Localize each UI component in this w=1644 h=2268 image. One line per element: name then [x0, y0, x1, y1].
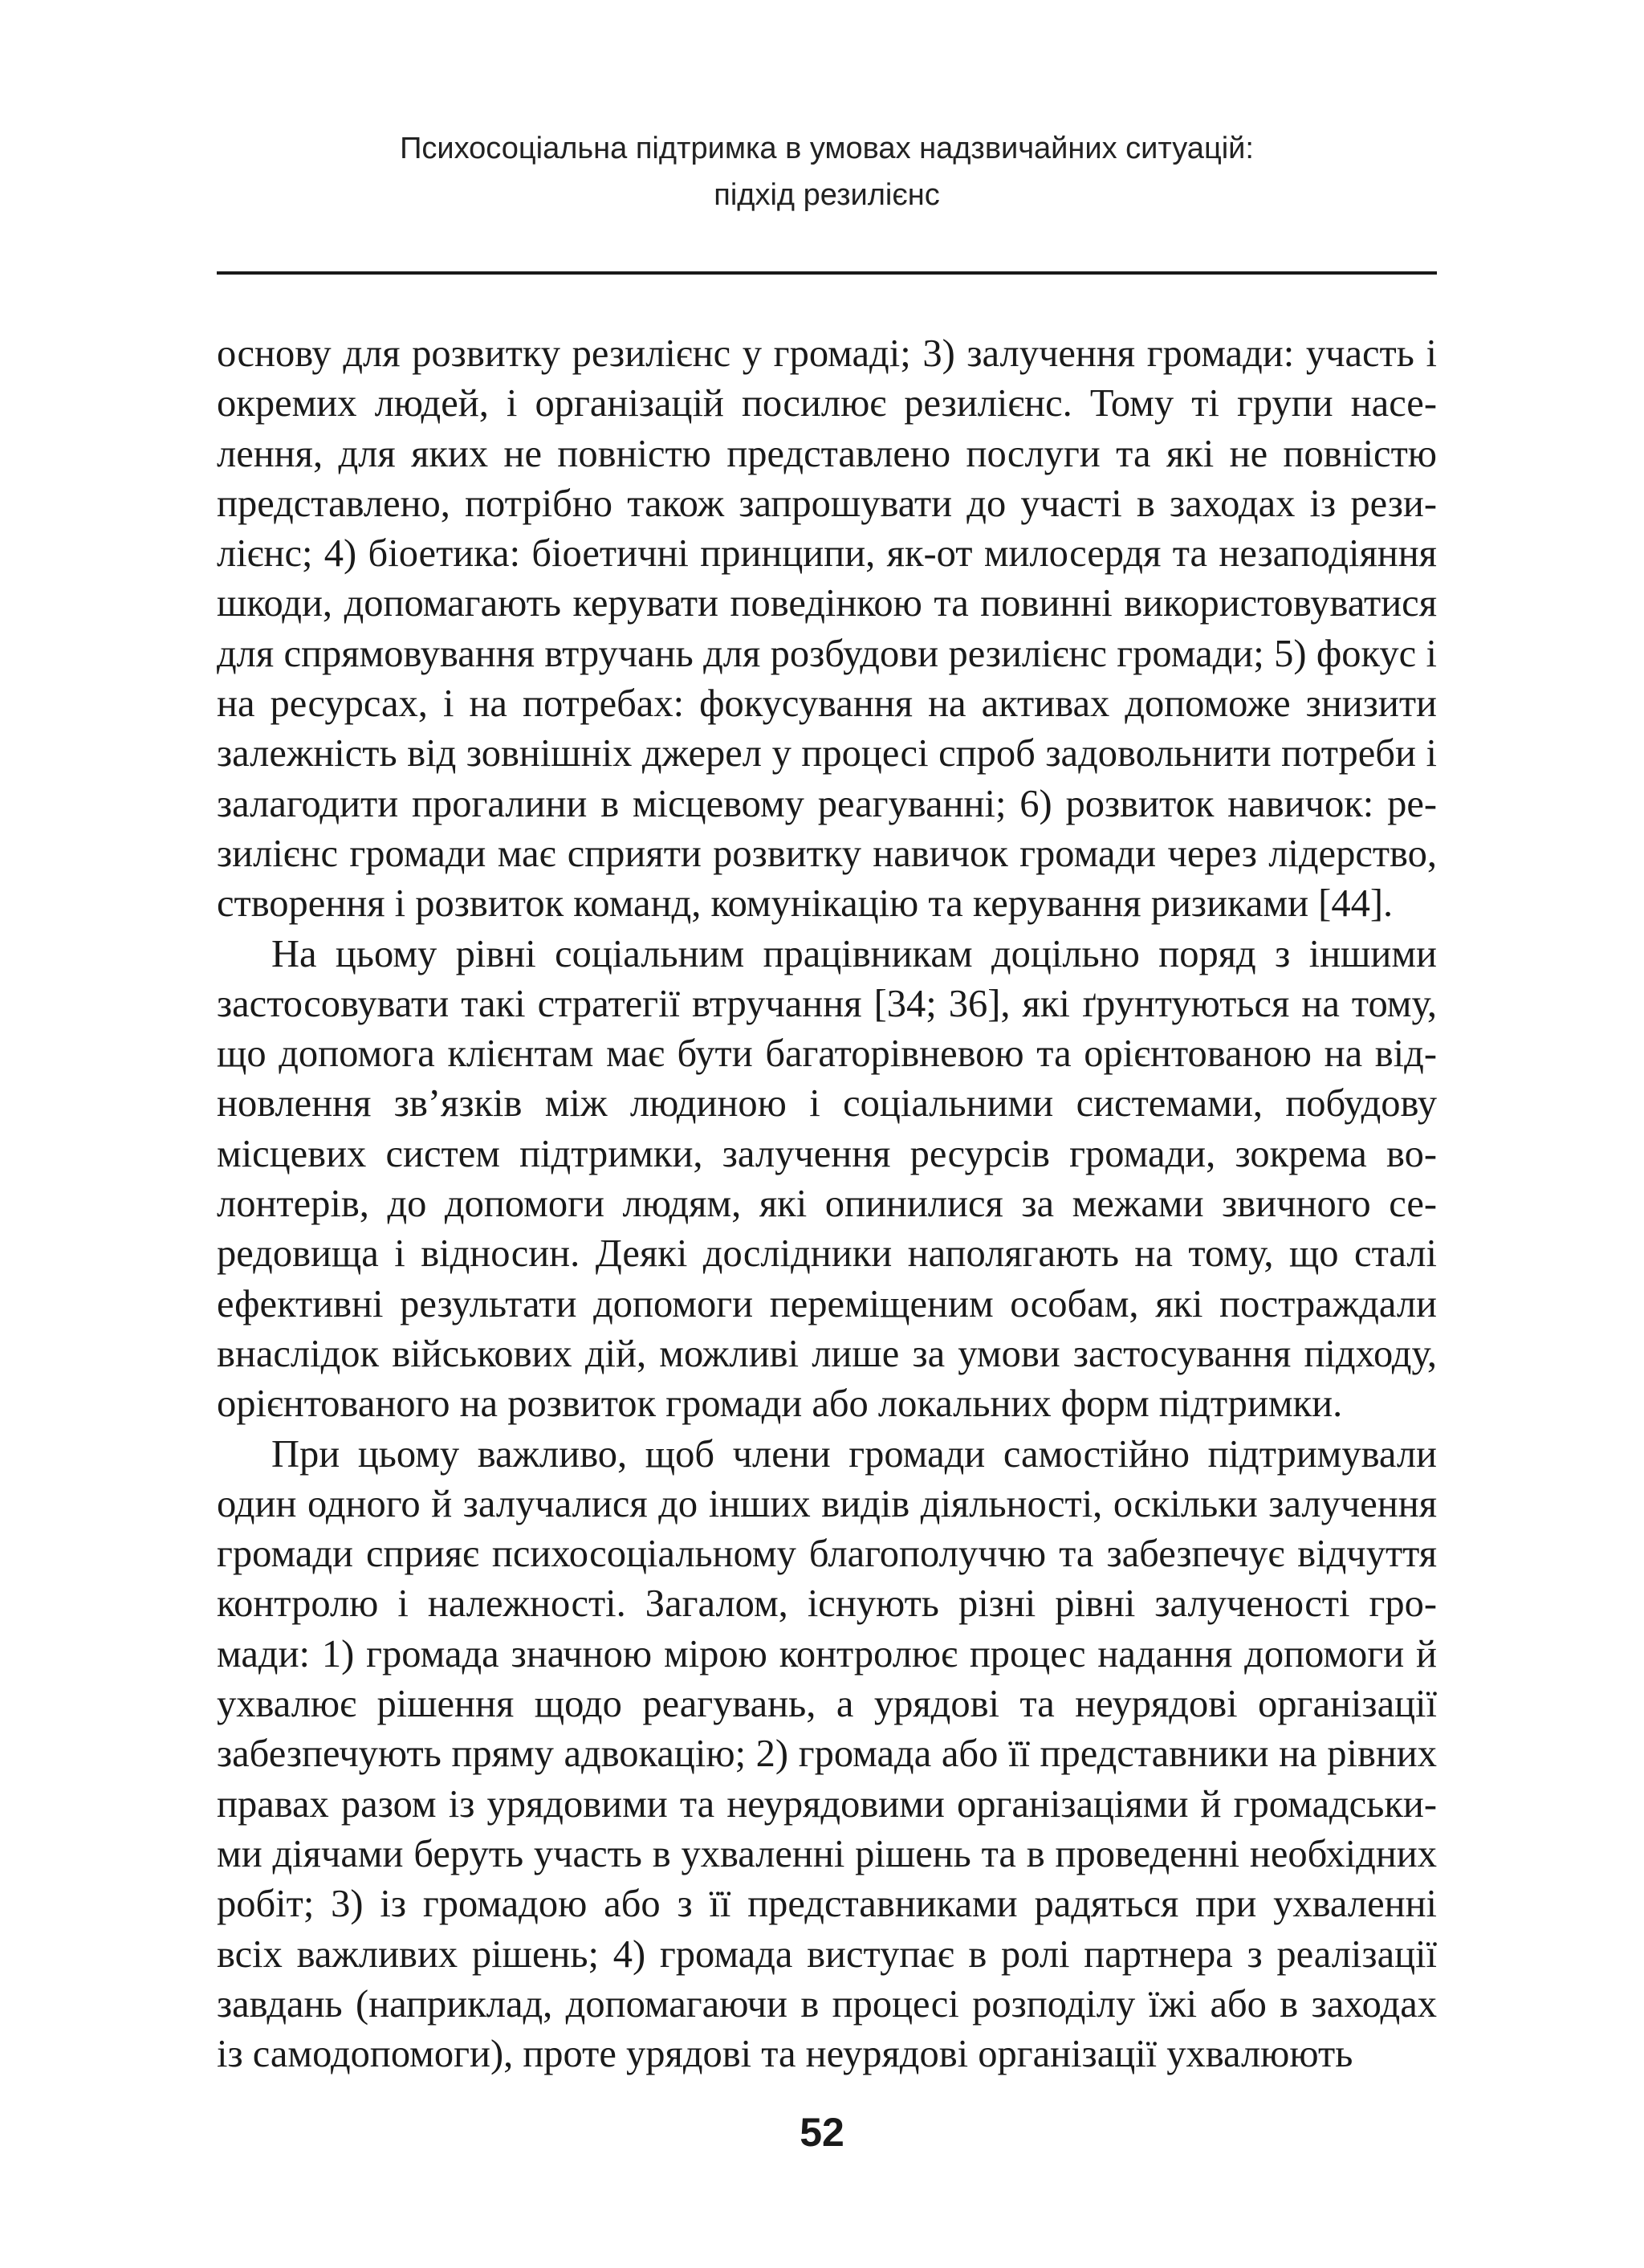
body-text [217, 329, 1437, 2079]
running-header-line-1: Психосоціальна підтримка в умовах надзвичайних ситуацій: [400, 132, 1254, 165]
page-number: 52 [800, 2110, 844, 2155]
running-header-line-2: підхід резилієнс [714, 178, 940, 212]
paragraph-3: При цьому важливо, щоб члени громади самостійно підтримували один одного й залучалися до інших видів діяльності, оскільки залучення громади сприяє психосоціальному благополуччю та забезпечує відчуття контролю і належності. Загалом, існують різні рівні залученості громади: 1) громада значною мірою контролює процес надання допомоги й ухвалює рішення щодо реагувань, а урядові та неурядові організації забезпечують пряму адвокацію; 2) громада або її представники на рівних правах разом із урядовими та неурядовими організаціями й громадськими діячами беруть участь в ухваленні рішень та в проведенні необхідних робіт; 3) із громадою або з її представниками радяться при ухваленні всіх важливих рішень; 4) громада виступає в ролі партнера з реалізації завдань (наприклад, допомагаючи в процесі розподілу їжі або в заходах із самодопомоги), проте урядові та неурядові організації ухвалюють [217, 1432, 1437, 2076]
paragraph-2: На цьому рівні соціальним працівникам доцільно поряд з іншими застосовувати такі стратегії втручання [34; 36], які ґрунтуються на тому, що допомога клієнтам має бути багаторівневою та орієнтованою на відновлення зв’язків між людиною і соціальними системами, побудову місцевих систем підтримки, залучення ресурсів громади, зокрема волонтерів, до допомоги людям, які опинилися за межами звичного середовища і відносин. Деякі дослідники наполягають на тому, що сталі ефективні результати допомоги переміщеним особам, які постраждали внаслідок військових дій, можливі лише за умови застосування підходу, орієнтованого на розвиток громади або локальних форм підтримки. [217, 932, 1437, 1426]
paragraph-1: основу для розвитку резилієнс у громаді; 3) залучення громади: участь і окремих людей, і організацій посилює резилієнс. Тому ті групи населення, для яких не повністю представлено послуги та які не повністю представлено, потрібно також запрошувати до участі в заходах із резилієнс; 4) біоетика: біоетичні принципи, як-от милосердя та незаподіяння шкоди, допомагають керувати поведінкою та повинні використовуватися для спрямовування втручань для розбудови резилієнс громади; 5) фокус і на ресурсах, і на потребах: фокусування на активах допоможе знизити залежність від зовнішніх джерел у процесі спроб задовольнити потреби і залагодити прогалини в місцевому реагуванні; 6) розвиток навичок: резилієнс громади має сприяти розвитку навичок громади через лідерство, створення і розвиток команд, комунікацію та керування ризиками [44]. [217, 332, 1437, 926]
header-rule [217, 271, 1437, 275]
running-header [217, 125, 1437, 218]
